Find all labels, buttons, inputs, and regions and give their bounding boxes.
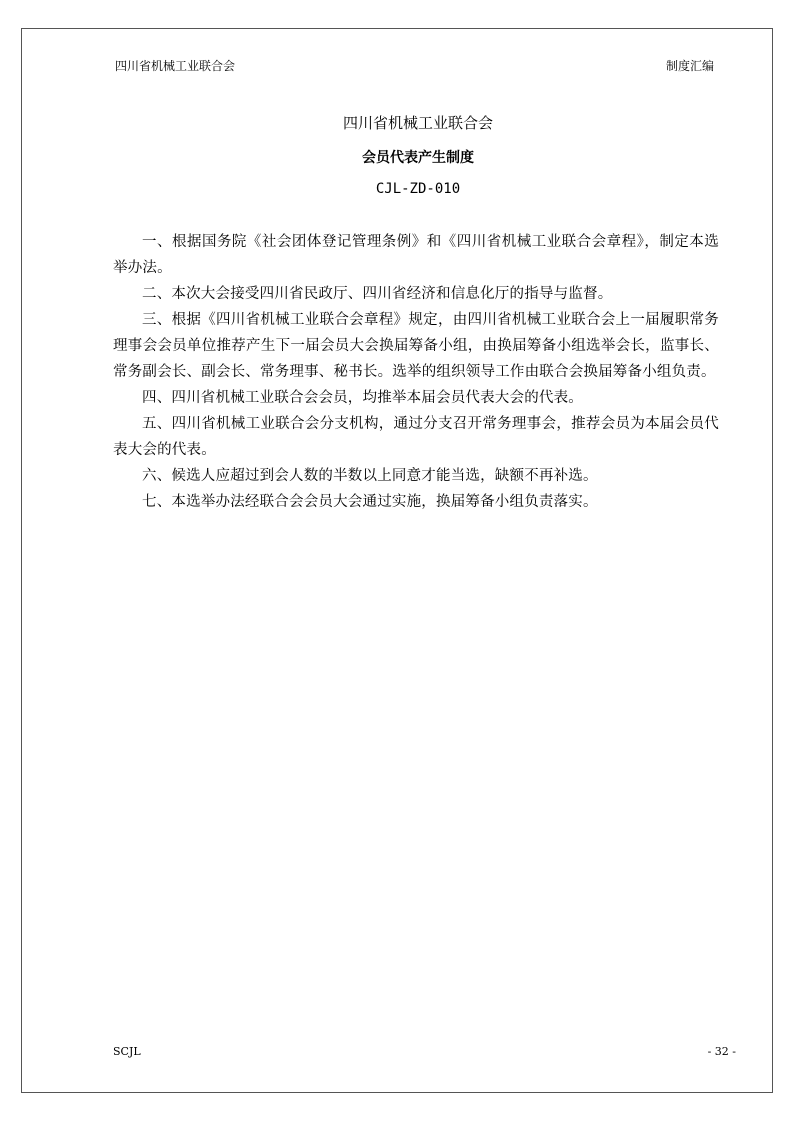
paragraph-3: 三、根据《四川省机械工业联合会章程》规定，由四川省机械工业联合会上一届履职常务理事会会员单位推荐产生下一届会员大会换届筹备小组，由换届筹备小组选举会长，监事长、常务副会长、副会长、常务理事、秘书长。选举的组织领导工作由联合会换届筹备小组负责。	[113, 312, 719, 380]
footer-page-number: - 32 -	[707, 1045, 736, 1058]
header-section-title: 制度汇编	[665, 59, 714, 73]
document-body	[113, 229, 719, 515]
paragraph-2: 二、本次大会接受四川省民政厅、四川省经济和信息化厅的指导与监督。	[142, 286, 613, 302]
footer-abbreviation: SCJL	[113, 1045, 141, 1058]
paragraph-4: 四、四川省机械工业联合会会员，均推举本届会员代表大会的代表。	[142, 390, 583, 406]
paragraph-1: 一、根据国务院《社会团体登记管理条例》和《四川省机械工业联合会章程》，制定本选举办法。	[113, 234, 719, 276]
paragraph-7: 七、本选举办法经联合会会员大会通过实施，换届筹备小组负责落实。	[142, 494, 598, 510]
paragraph-5: 五、四川省机械工业联合会分支机构，通过分支召开常务理事会，推荐会员为本届会员代表大会的代表。	[113, 416, 719, 458]
header-organization: 四川省机械工业联合会	[115, 59, 236, 73]
document-code: CJL-ZD-010	[375, 181, 461, 197]
paragraph-6: 六、候选人应超过到会人数的半数以上同意才能当选，缺额不再补选。	[142, 468, 598, 484]
document-main-title: 会员代表产生制度	[362, 150, 474, 166]
document-organization-title: 四川省机械工业联合会	[342, 114, 493, 132]
